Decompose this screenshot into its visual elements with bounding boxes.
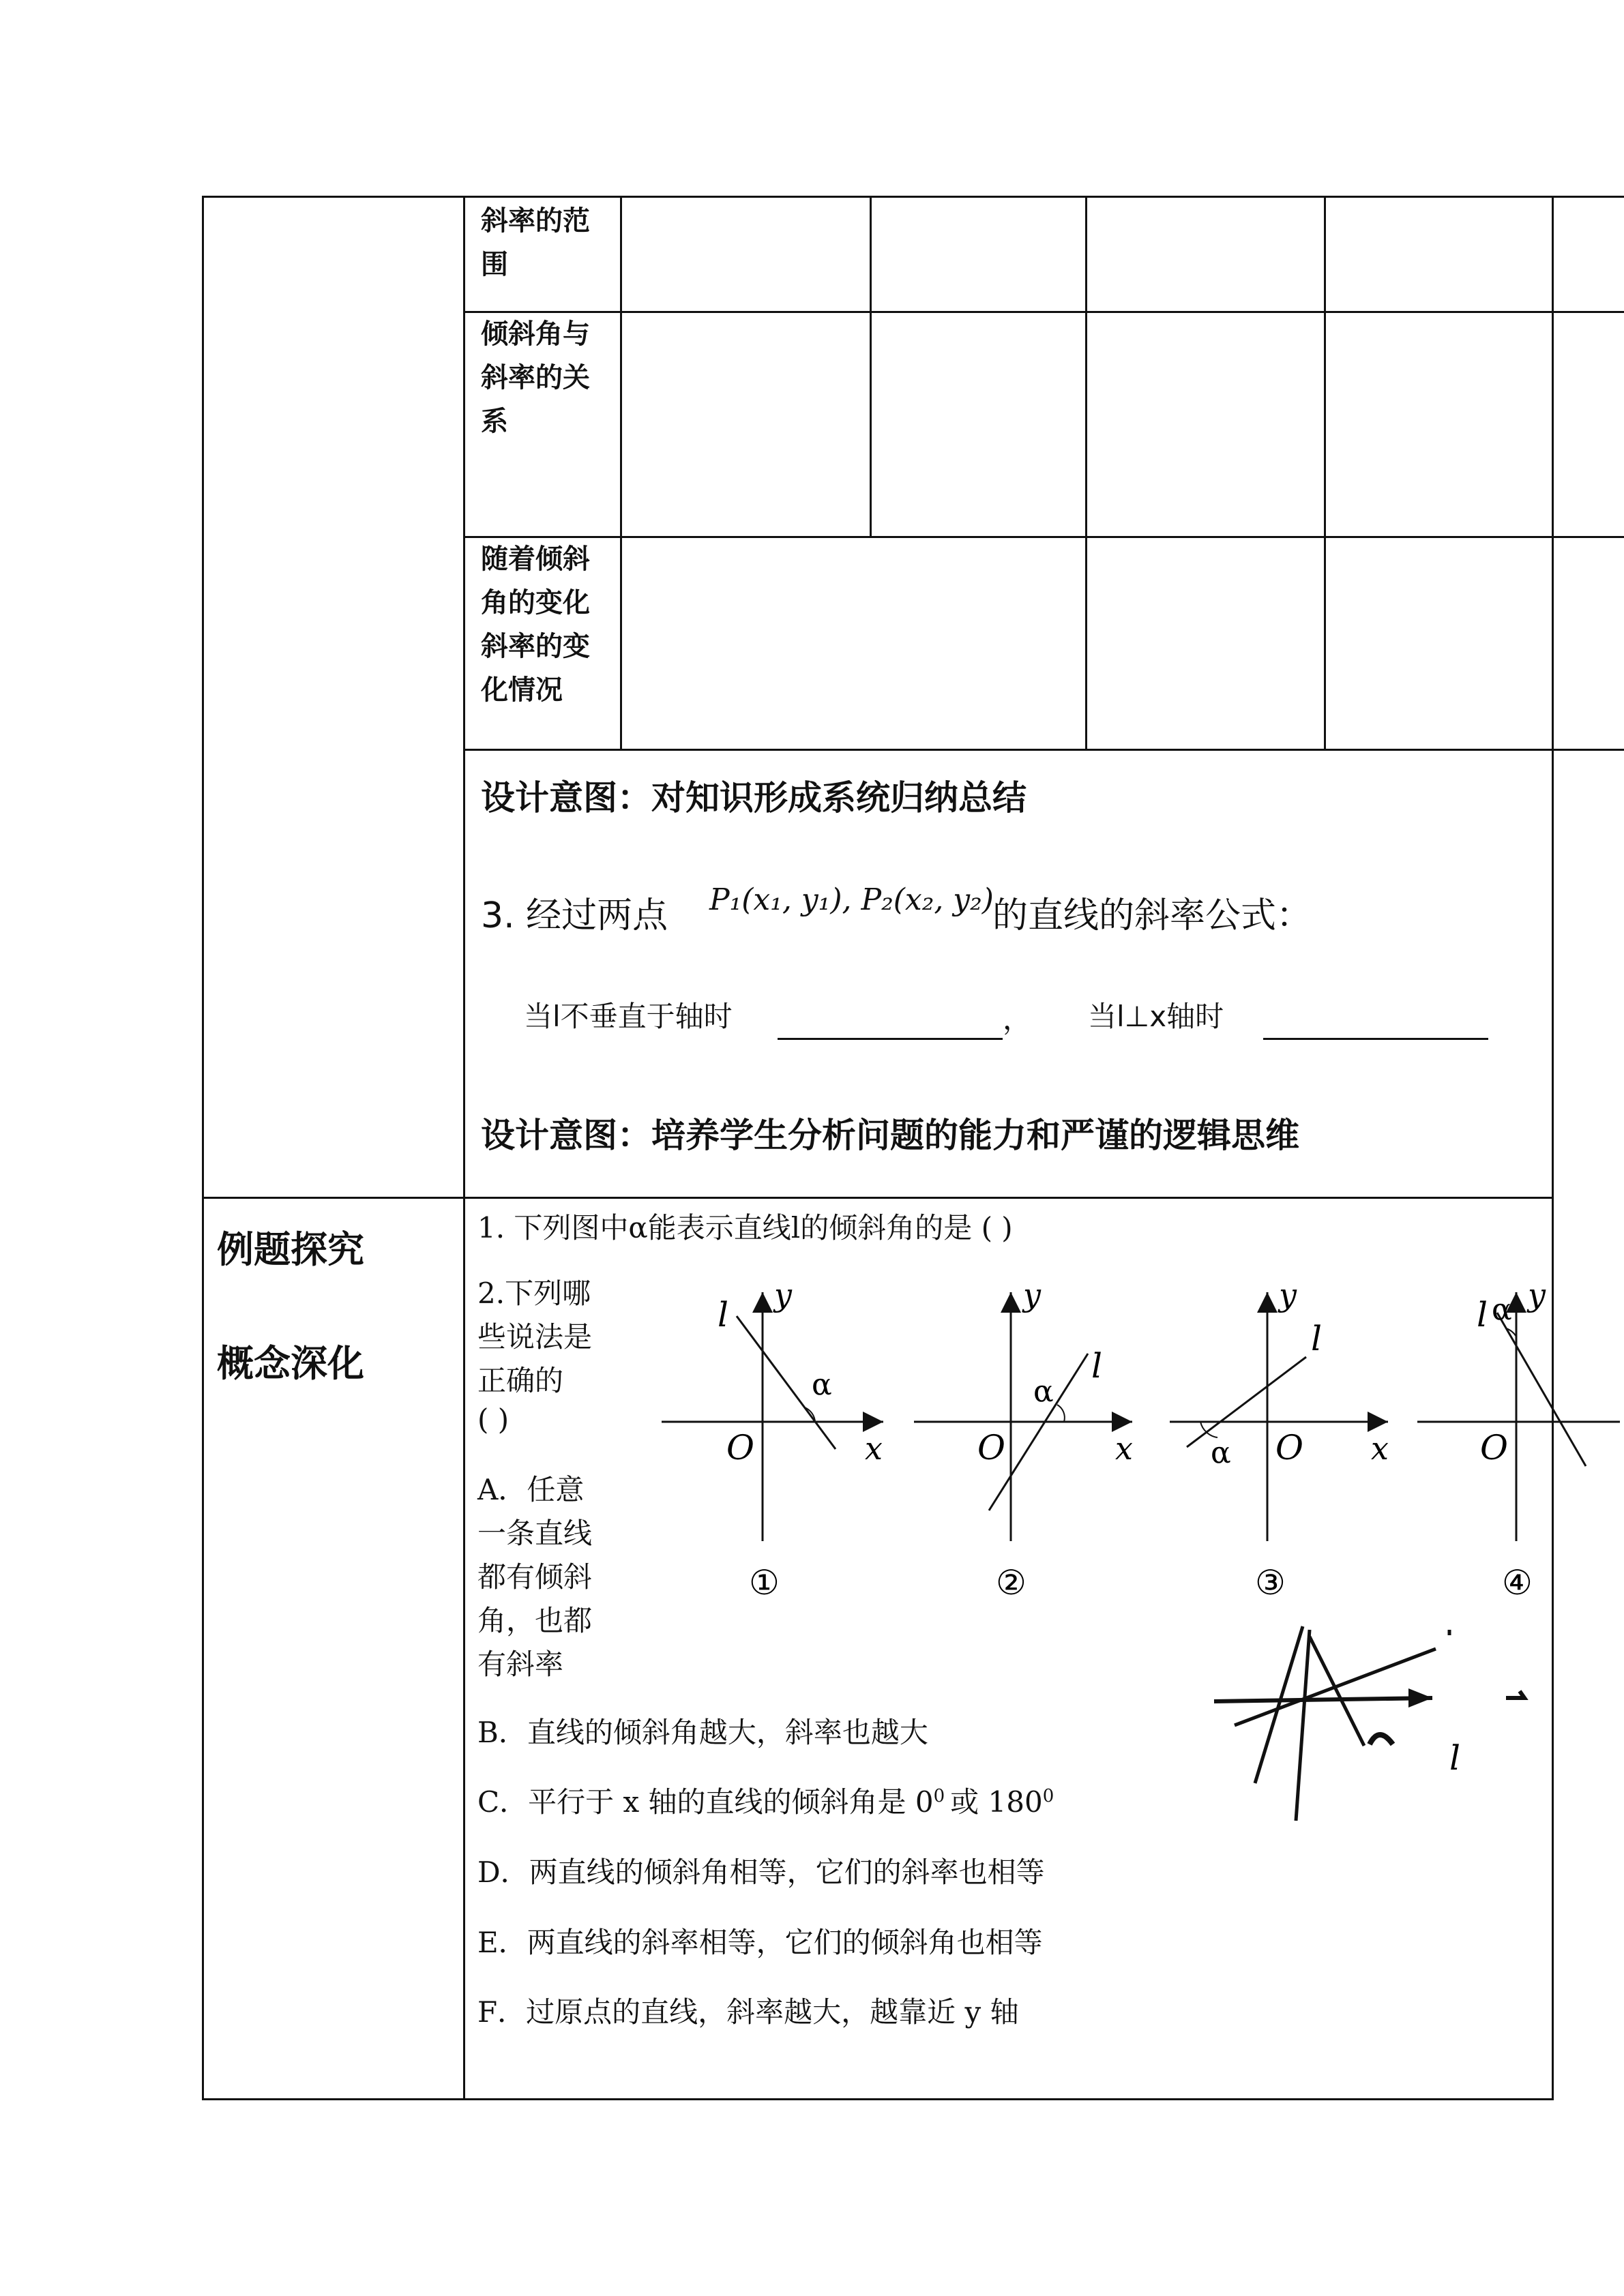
fig3-y-label: y [1279, 1277, 1297, 1313]
row-divider-3 [464, 749, 1624, 751]
option-f: F．过原点的直线，斜率越大，越靠近 y 轴 [477, 1995, 1019, 2029]
inner-col-1 [620, 196, 622, 750]
fig1-origin: O [726, 1428, 754, 1467]
option-a-line-1: A．任意 [477, 1473, 585, 1506]
slope-case-not-vertical: 当l不垂直于轴时 [524, 1000, 733, 1033]
option-c [477, 1780, 1054, 1821]
row-divider-2 [464, 536, 1624, 538]
row-label-slope-range: 斜率的范围 [481, 205, 590, 280]
table-left-border [202, 196, 204, 2100]
question-2-line-2: 些说法是 [477, 1320, 593, 1354]
fig2-y-label: y [1023, 1277, 1041, 1313]
option-b: B．直线的倾斜角越大，斜率也越大 [477, 1716, 928, 1749]
figure-2 [914, 1277, 1133, 1602]
fig4-angle-label: α [1492, 1292, 1512, 1327]
option-c-mid: 或 180 [950, 1785, 1043, 1819]
fig3-x-label: x [1371, 1430, 1389, 1467]
fig1-x-label: x [865, 1430, 883, 1467]
blank-vertical-case[interactable] [1263, 1038, 1488, 1040]
figure-4 [1417, 1277, 1620, 1602]
slope-formula-suffix: 的直线的斜率公式： [992, 895, 1312, 936]
table-right-border [1552, 196, 1554, 2100]
option-a-line-2: 一条直线 [477, 1517, 593, 1550]
figure-fragment [1200, 1623, 1541, 1828]
section-label-examples: 例题探究 [217, 1228, 364, 1271]
fig1-line-label: l [718, 1295, 728, 1335]
table-top-border [202, 196, 1624, 198]
row-divider-1 [464, 311, 1624, 313]
question-2-line-4: ( ) [477, 1403, 510, 1436]
fragment-line-label: l [1449, 1738, 1460, 1778]
fig3-number: ③ [1255, 1563, 1286, 1602]
fig4-number: ④ [1502, 1563, 1533, 1602]
degree-sup-1: 0 [933, 1786, 945, 1806]
fig4-y-label: y [1528, 1277, 1546, 1313]
blank-slope-formula[interactable] [778, 1038, 1003, 1040]
fig3-angle-label: α [1211, 1435, 1231, 1470]
inner-col-2 [870, 196, 872, 537]
fig2-number: ② [996, 1563, 1027, 1602]
column-divider-label [463, 196, 465, 2100]
slope-case-vertical: 当l⊥x轴时 [1088, 1000, 1224, 1033]
degree-sup-2: 0 [1042, 1786, 1054, 1806]
slope-formula-points: P₁(x₁, y₁), P₂(x₂, y₂) [709, 882, 994, 917]
question-2-line-1: 2.下列哪 [477, 1277, 591, 1310]
design-intent-logic: 设计意图：培养学生分析问题的能力和严谨的逻辑思维 [481, 1116, 1299, 1155]
fig2-x-label: x [1115, 1430, 1133, 1467]
fig2-origin: O [977, 1428, 1005, 1467]
fig1-y-label: y [774, 1277, 792, 1313]
fig2-angle-label: α [1033, 1374, 1054, 1409]
section-label-concepts: 概念深化 [217, 1342, 364, 1385]
row-label-slope-change: 随着倾斜角的变化斜率的变化情况 [481, 543, 590, 706]
option-d: D．两直线的倾斜角相等，它们的斜率也相等 [477, 1855, 1045, 1889]
slope-formula-prefix: 3. 经过两点 [481, 895, 668, 936]
option-c-prefix: C．平行于 x 轴的直线的倾斜角是 0 [477, 1785, 934, 1819]
fig1-angle-label: α [812, 1367, 832, 1402]
option-a-line-5: 有斜率 [477, 1648, 564, 1681]
question-2-line-3: 正确的 [477, 1364, 564, 1397]
design-intent-summary: 设计意图：对知识形成系统归纳总结 [481, 778, 1027, 818]
figure-panel-inclination [641, 1262, 1624, 1616]
option-a-line-3: 都有倾斜 [477, 1560, 593, 1594]
table-bottom-border [202, 2098, 1554, 2100]
row-divider-section [202, 1197, 1554, 1199]
inner-col-4 [1324, 196, 1326, 750]
comma: ， [1003, 1002, 1032, 1036]
fig1-number: ① [749, 1563, 780, 1602]
fig4-origin: O [1480, 1428, 1508, 1467]
inner-col-3 [1085, 196, 1087, 750]
figure-1 [662, 1277, 883, 1602]
fig2-line-label: l [1091, 1346, 1102, 1386]
figure-3 [1170, 1277, 1389, 1602]
row-label-angle-slope-relation: 倾斜角与斜率的关系 [481, 318, 590, 437]
fig3-origin: O [1275, 1428, 1303, 1467]
fig3-line-label: l [1311, 1319, 1322, 1358]
option-a-line-4: 角，也都 [477, 1604, 593, 1637]
fig4-line-label: l [1477, 1295, 1488, 1335]
option-e: E．两直线的斜率相等，它们的倾斜角也相等 [477, 1926, 1043, 1959]
question-1: 1. 下列图中α能表示直线l的倾斜角的是 ( ) [477, 1211, 1013, 1244]
